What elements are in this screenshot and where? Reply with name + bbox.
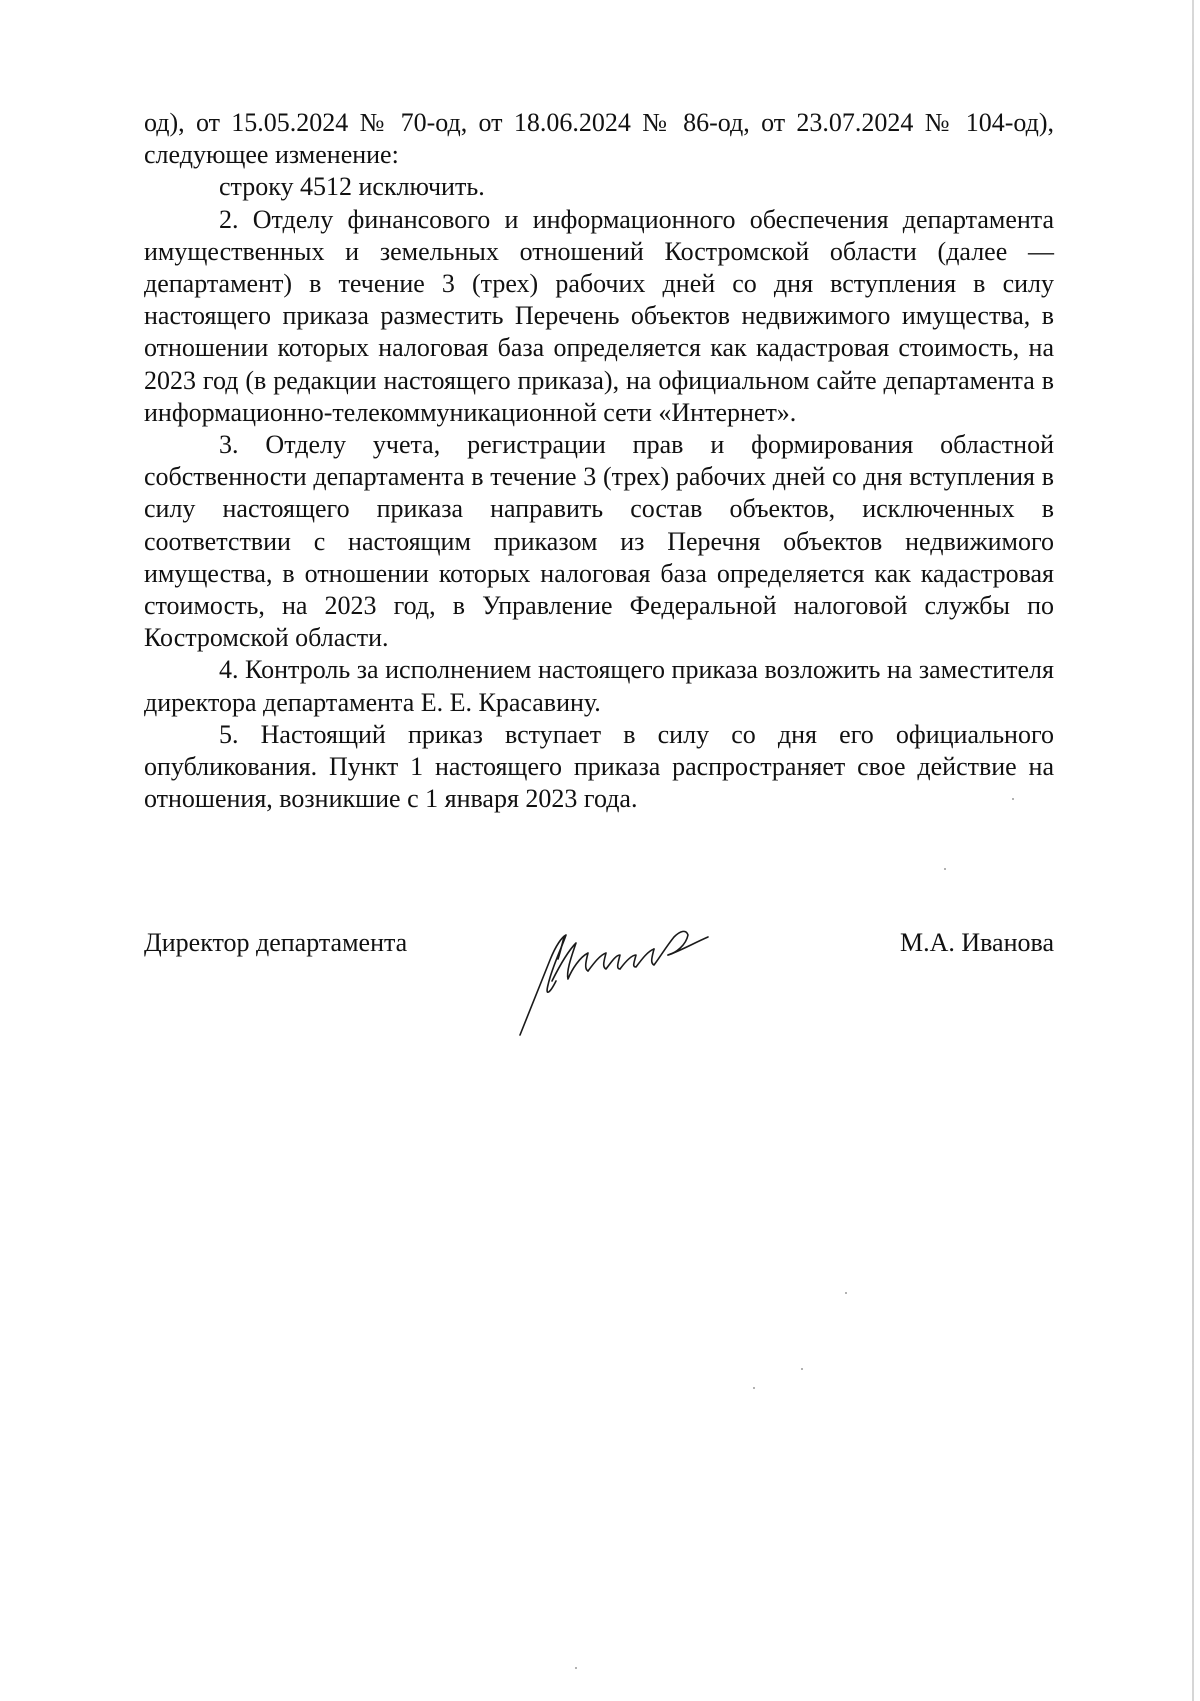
- signatory-title: Директор департамента: [144, 928, 408, 957]
- scan-edge-line: [1192, 0, 1194, 1701]
- scan-speck: [801, 1368, 803, 1370]
- paragraph-item-5: 5. Настоящий приказ вступает в силу со дня его официального опубликования. Пункт 1 настоящего приказа распространяет свое действие на отношения, возникшие с 1 января 2023 года.: [144, 719, 1054, 814]
- paragraph-change-line: строку 4512 исключить.: [219, 172, 485, 202]
- scan-speck: [575, 1667, 577, 1669]
- document-body: [144, 107, 1054, 815]
- paragraph-continuation: од), от 15.05.2024 № 70-од, от 18.06.2024 № 86-од, от 23.07.2024 № 104-од), следующее изменение:: [144, 108, 1054, 170]
- paragraph-item-3: 3. Отделу учета, регистрации прав и формирования областной собственности департамента в течение 3 (трех) рабочих дней со дня вступления в силу настоящего приказа направить состав объектов, исключенных в соответствии с настоящим приказом из Перечня объектов недвижимого имущества, в отношении которых налоговая база определяется как кадастровая стоимость, на 2023 год, в Управление Федеральной налоговой службы по Костромской области.: [144, 430, 1054, 653]
- paragraph-item-4: 4. Контроль за исполнением настоящего приказа возложить на заместителя директора департамента Е. Е. Красавину.: [144, 655, 1054, 717]
- scan-speck: [845, 1292, 847, 1294]
- handwritten-signature: [490, 885, 750, 1055]
- paragraph-item-2: 2. Отделу финансового и информационного обеспечения департамента имущественных и земельных отношений Костромской области (далее — департамент) в течение 3 (трех) рабочих дней со дня вступления в силу настоящего приказа разместить Перечень объектов недвижимого имущества, в отношении которых налоговая база определяется как кадастровая стоимость, на 2023 год (в редакции настоящего приказа), на официальном сайте департамента в информационно-телекоммуникационной сети «Интернет».: [144, 204, 1054, 427]
- signatory-name: М.А. Иванова: [899, 928, 1054, 957]
- scan-speck: [944, 868, 946, 870]
- scan-speck: [753, 1387, 755, 1389]
- scan-speck: [1012, 798, 1014, 800]
